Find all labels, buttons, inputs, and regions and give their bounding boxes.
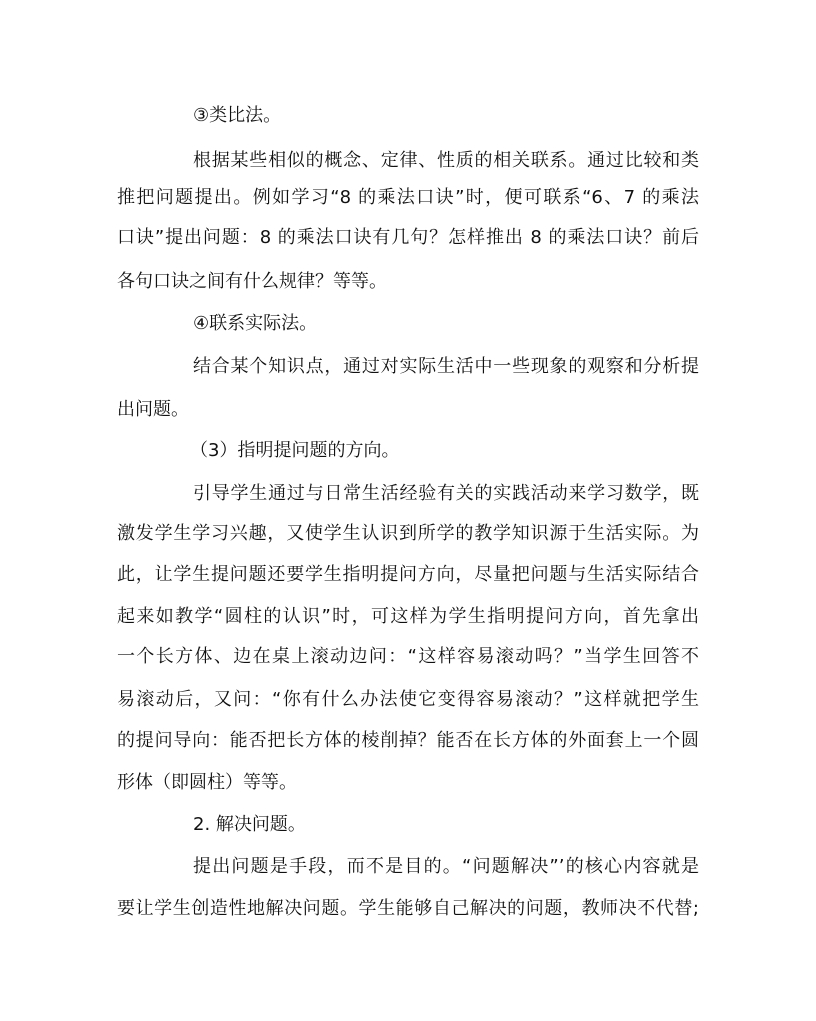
paragraph-line: 一个长方体、边在桌上滚动边问：“这样容易滚动吗？”当学生回答不: [117, 646, 699, 667]
paragraph-line: 出问题。: [117, 399, 189, 420]
paragraph-line: 易滚动后，又问：“你有什么办法使它变得容易滚动？”这样就把学生: [117, 689, 699, 710]
paragraph-line: 的提问导向：能否把长方体的棱削掉？能否在长方体的外面套上一个圆: [117, 730, 699, 751]
paragraph-line: 结合某个知识点，通过对实际生活中一些现象的观察和分析提: [193, 356, 699, 377]
paragraph-line: 此，让学生提问题还要学生指明提问方向，尽量把问题与生活实际结合: [117, 564, 699, 585]
paragraph-line: 各句口诀之间有什么规律？等等。: [117, 271, 387, 292]
paragraph-line: 口诀”提出问题：8 的乘法口诀有几句？怎样推出 8 的乘法口诀？前后: [117, 227, 699, 248]
paragraph-line: 根据某些相似的概念、定律、性质的相关联系。通过比较和类: [193, 150, 699, 171]
heading-solve-problems: 2. 解决问题。: [193, 814, 306, 835]
paragraph-line: 要让学生创造性地解决问题。学生能够自己解决的问题，教师决不代替;: [117, 898, 699, 919]
heading-practical-method: ④联系实际法。: [193, 313, 318, 334]
heading-analogy-method: ③类比法。: [193, 105, 282, 126]
paragraph-line: 激发学生学习兴趣，又使学生认识到所学的教学知识源于生活实际。为: [117, 523, 699, 544]
heading-question-direction: （3）指明提问题的方向。: [190, 440, 400, 461]
paragraph-line: 形体（即圆柱）等等。: [117, 772, 297, 793]
paragraph-line: 起来如教学“圆柱的认识”时，可这样为学生指明提问方向，首先拿出: [117, 606, 699, 627]
paragraph-line: 引导学生通过与日常生活经验有关的实践活动来学习数学，既: [193, 483, 699, 504]
paragraph-line: 推把问题提出。例如学习“8 的乘法口诀”时，便可联系“6、7 的乘法: [117, 187, 699, 208]
paragraph-line: 提出问题是手段，而不是目的。“问题解决”’的核心内容就是: [193, 856, 699, 877]
